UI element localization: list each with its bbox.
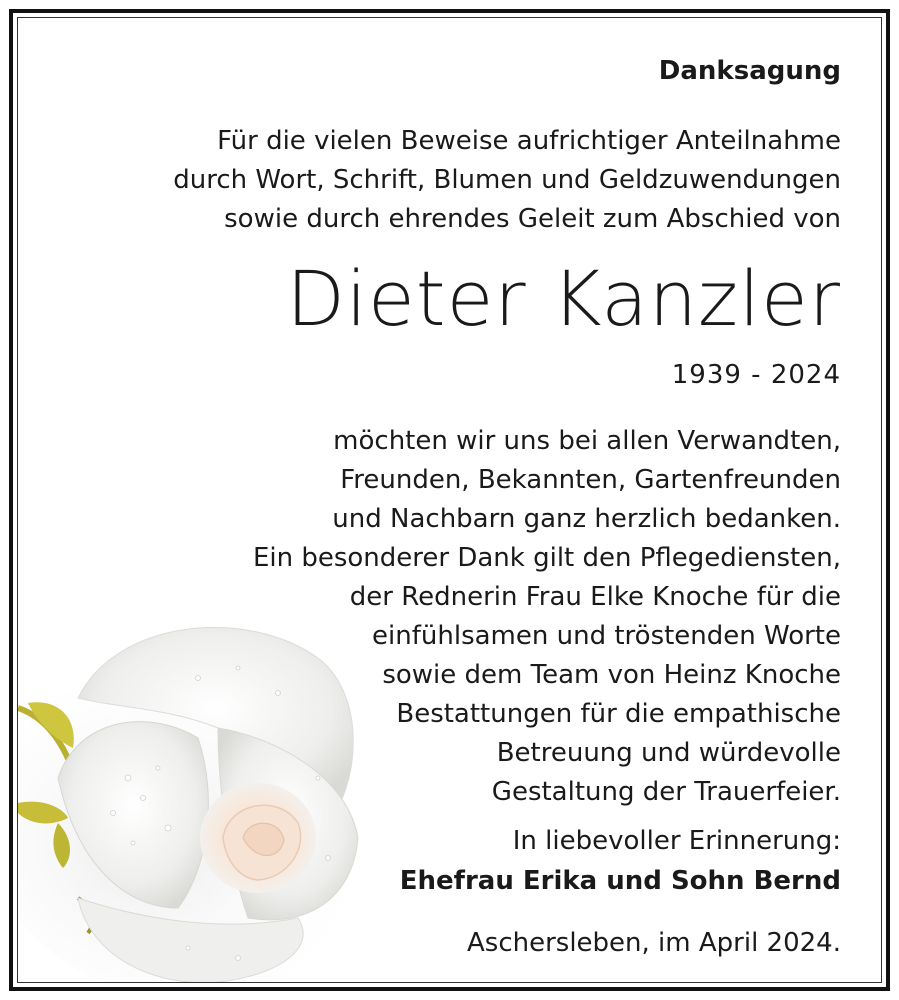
notice-frame [9,9,890,991]
thanks-line: Betreuung und würdevolle [496,738,841,768]
remembrance-line: In liebevoller Erinnerung: [512,826,841,856]
thanks-line: Ein besonderer Dank gilt den Pflegediensten, [252,543,841,573]
intro-line: durch Wort, Schrift, Blumen und Geldzuwendungen [173,165,841,195]
thanks-line: der Rednerin Frau Elke Knoche für die [349,582,841,612]
thanks-line: Bestattungen für die empathische [396,699,841,729]
deceased-name: Dieter Kanzler [286,254,841,343]
thanks-line: und Nachbarn ganz herzlich bedanken. [332,504,841,534]
intro-line: Für die vielen Beweise aufrichtiger Anteilnahme [217,126,841,156]
place-date-line: Aschersleben, im April 2024. [466,928,841,958]
thanks-line: möchten wir uns bei allen Verwandten, [333,426,841,456]
thanks-line: Freunden, Bekannten, Gartenfreunden [340,465,841,495]
thanks-line: sowie dem Team von Heinz Knoche [382,660,841,690]
thanks-line: einfühlsamen und tröstenden Worte [372,621,841,651]
life-years: 1939 - 2024 [671,360,841,390]
intro-line: sowie durch ehrendes Geleit zum Abschied von [224,204,841,234]
signers-line: Ehefrau Erika und Sohn Bernd [399,866,841,896]
thanks-paragraph [253,422,841,812]
notice-inner-border [17,17,882,983]
intro-paragraph [173,122,841,239]
thanks-line: Gestaltung der Trauerfeier. [491,777,841,807]
notice-heading: Danksagung [658,56,841,86]
